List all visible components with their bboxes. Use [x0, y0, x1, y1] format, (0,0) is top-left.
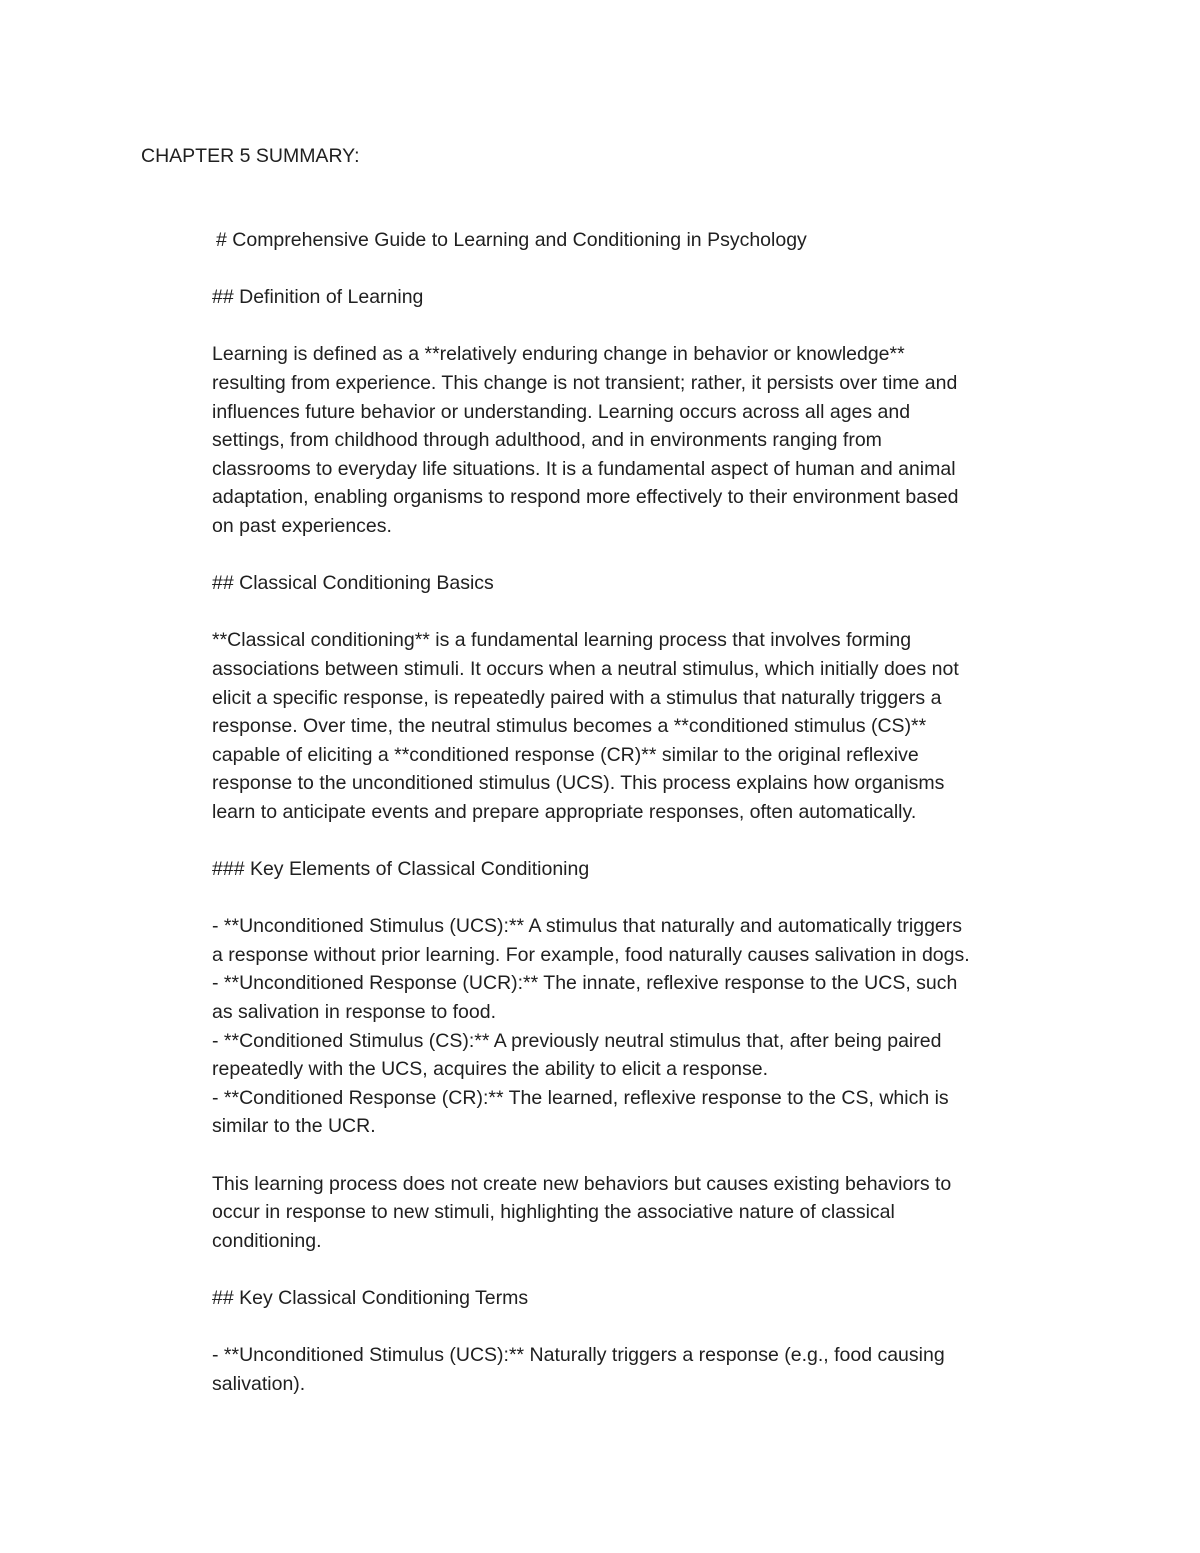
section-heading-key-terms: ## Key Classical Conditioning Terms	[212, 1286, 529, 1309]
section-heading-classical-basics: ## Classical Conditioning Basics	[212, 572, 494, 595]
section-heading-definition: ## Definition of Learning	[212, 286, 424, 309]
list-item	[212, 1027, 1072, 1084]
document-body	[212, 226, 1072, 1427]
key-terms-list	[212, 1341, 1072, 1398]
list-item	[212, 1341, 1072, 1398]
definition-paragraph: Learning is defined as a **relatively enduring change in behavior or knowledge** resulting from experience. This change is not transient; rather, it persists over time and influences future behavior or understanding. Learning occurs across all ages and settings, from childhood through adulthood, and in environments ranging from classrooms to everyday life situations. It is a fundamental aspect of human and animal adaptation, enabling organisms to respond more effectively to their environment based on past experiences.	[212, 343, 959, 537]
guide-title: # Comprehensive Guide to Learning and Conditioning in Psychology	[216, 229, 807, 251]
key-elements-list	[212, 912, 1072, 1141]
list-item	[212, 912, 1072, 969]
key-element-cs: - **Conditioned Stimulus (CS):** A previously neutral stimulus that, after being paired repeatedly with the UCS, acquires the ability to elicit a response.	[212, 1029, 942, 1081]
list-item	[212, 1084, 1072, 1141]
key-element-ucs: - **Unconditioned Stimulus (UCS):** A stimulus that naturally and automatically triggers a response without prior learning. For example, food naturally causes salivation in dogs.	[212, 915, 970, 966]
key-elements-closing-paragraph: This learning process does not create new behaviors but causes existing behaviors to occur in response to new stimuli, highlighting the associative nature of classical conditioning.	[212, 1172, 952, 1252]
section-heading-key-elements: ### Key Elements of Classical Conditioning	[212, 858, 590, 881]
classical-basics-paragraph: **Classical conditioning** is a fundamental learning process that involves forming associations between stimuli. It occurs when a neutral stimulus, which initially does not elicit a specific response, is repeatedly paired with a stimulus that naturally triggers a response. Over time, the neutral stimulus becomes a **conditioned stimulus (CS)** capable of eliciting a **conditioned response (CR)** similar to the original reflexive response to the unconditioned stimulus (UCS). This process explains how organisms learn to anticipate events and prepare appropriate responses, often automatically.	[212, 629, 959, 823]
key-element-ucr: - **Unconditioned Response (UCR):** The innate, reflexive response to the UCS, such as salivation in response to food.	[212, 972, 958, 1024]
key-element-cr: - **Conditioned Response (CR):** The learned, reflexive response to the CS, which is similar to the UCR.	[212, 1086, 949, 1138]
list-item	[212, 969, 1072, 1026]
chapter-title: CHAPTER 5 SUMMARY:	[141, 145, 360, 167]
key-term-ucs: - **Unconditioned Stimulus (UCS):** Naturally triggers a response (e.g., food causing salivation).	[212, 1344, 945, 1395]
